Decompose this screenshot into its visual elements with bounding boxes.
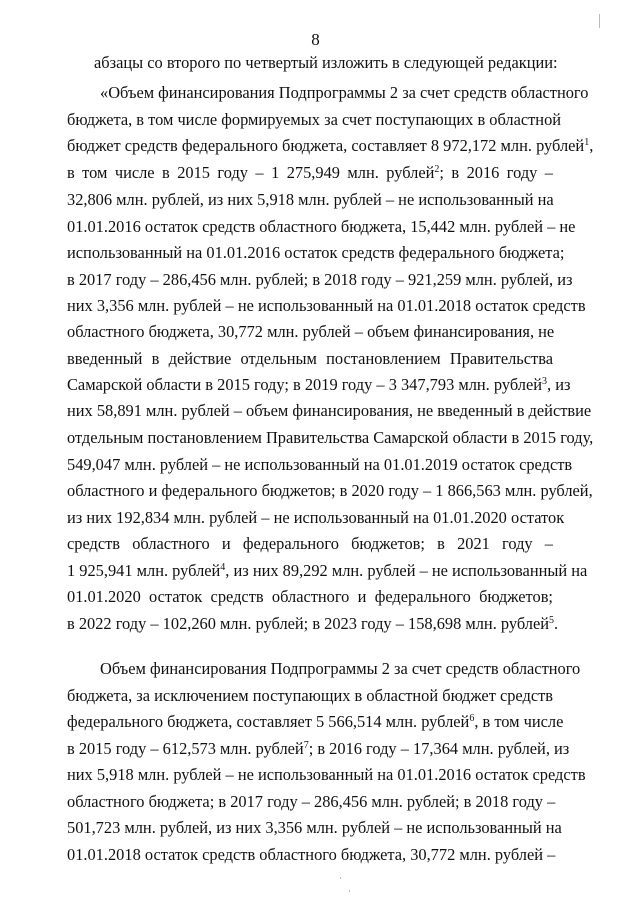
text-line: в 2017 году – 286,456 млн. рублей; в 2018 году – 921,259 млн. рублей, из [67, 270, 573, 289]
text-line: них 5,918 млн. рублей – не использованный на 01.01.2016 остаток средств [67, 765, 586, 784]
text-line: федерального бюджета, составляет 5 566,514 млн. рублей$^6$, в том числе [67, 712, 564, 731]
text-line: использованный на 01.01.2016 остаток средств федерального бюджета; [67, 243, 565, 262]
text-line: в 2022 году – 102,260 млн. рублей; в 2023 году – 158,698 млн. рублей$^5$. [67, 614, 559, 633]
text-line: 32,806 млн. рублей, из них 5,918 млн. рублей – не использованный на [67, 190, 554, 209]
text-line: Самарской области в 2015 году; в 2019 году – 3 347,793 млн. рублей$^3$, из [67, 375, 571, 394]
text-line: Объем финансирования Подпрограммы 2 за счет средств областного [100, 659, 581, 678]
scan-mark [340, 877, 341, 879]
text-line: 01.01.2020 остаток средств областного и федерального бюджетов; [67, 587, 553, 606]
footnote-ref: 1 [584, 137, 590, 148]
text-line: них 3,356 млн. рублей – не использованный на 01.01.2018 остаток средств [67, 296, 586, 315]
text-line: средств областного и федерального бюджетов; в 2021 году – [67, 534, 553, 553]
text-line: отдельным постановлением Правительства Самарской области в 2015 году, [67, 428, 594, 447]
text-line: 549,047 млн. рублей – не использованный на 01.01.2019 остаток средств [67, 455, 573, 474]
text-line: 01.01.2016 остаток средств областного бюджета, 15,442 млн. рублей – не [67, 217, 576, 236]
text-line: областного и федерального бюджетов; в 2020 году – 1 866,563 млн. рублей, [67, 481, 593, 500]
footnote-ref: 5 [549, 615, 555, 626]
text-line: из них 192,834 млн. рублей – не использованный на 01.01.2020 остаток [67, 508, 565, 527]
text-line: них 58,891 млн. рублей – объем финансирования, не введенный в действие [67, 401, 592, 420]
text-line: в 2015 году – 612,573 млн. рублей$^7$; в 2016 году – 17,364 млн. рублей, из [67, 739, 570, 758]
footnote-ref: 3 [542, 376, 547, 387]
scan-mark [349, 890, 350, 892]
page-number: 8 [311, 30, 320, 49]
text-line: 1 925,941 млн. рублей$^4$, из них 89,292 млн. рублей – не использованный на [67, 561, 588, 580]
text-line: в том числе в 2015 году – 1 275,949 млн. рублей$^2$; в 2016 году – [67, 163, 553, 182]
text-line: введенный в действие отдельным постановлением Правительства [67, 349, 553, 368]
footnote-ref: 4 [220, 562, 226, 573]
scan-mark [599, 14, 600, 28]
intro-line: абзацы со второго по четвертый изложить в следующей редакции: [94, 53, 558, 72]
text-line: бюджет средств федерального бюджета, составляет 8 972,172 млн. рублей$^1$, [67, 136, 594, 155]
text-line: областного бюджета, 30,772 млн. рублей – объем финансирования, не [67, 322, 555, 341]
text-line: 01.01.2018 остаток средств областного бюджета, 30,772 млн. рублей – [67, 845, 556, 864]
text-line: областного бюджета; в 2017 году – 286,456 млн. рублей; в 2018 году – [67, 792, 556, 811]
footnote-ref: 2 [434, 164, 440, 175]
footnote-ref: 6 [469, 713, 475, 724]
text-line: «Объем финансирования Подпрограммы 2 за счет средств областного [100, 83, 589, 102]
text-line: бюджета, в том числе формируемых за счет поступающих в областной [67, 110, 562, 129]
text-line: бюджета, за исключением поступающих в областной бюджет средств [67, 686, 554, 705]
text-line: 501,723 млн. рублей, из них 3,356 млн. рублей – не использованный на [67, 818, 562, 837]
footnote-ref: 7 [303, 740, 309, 751]
